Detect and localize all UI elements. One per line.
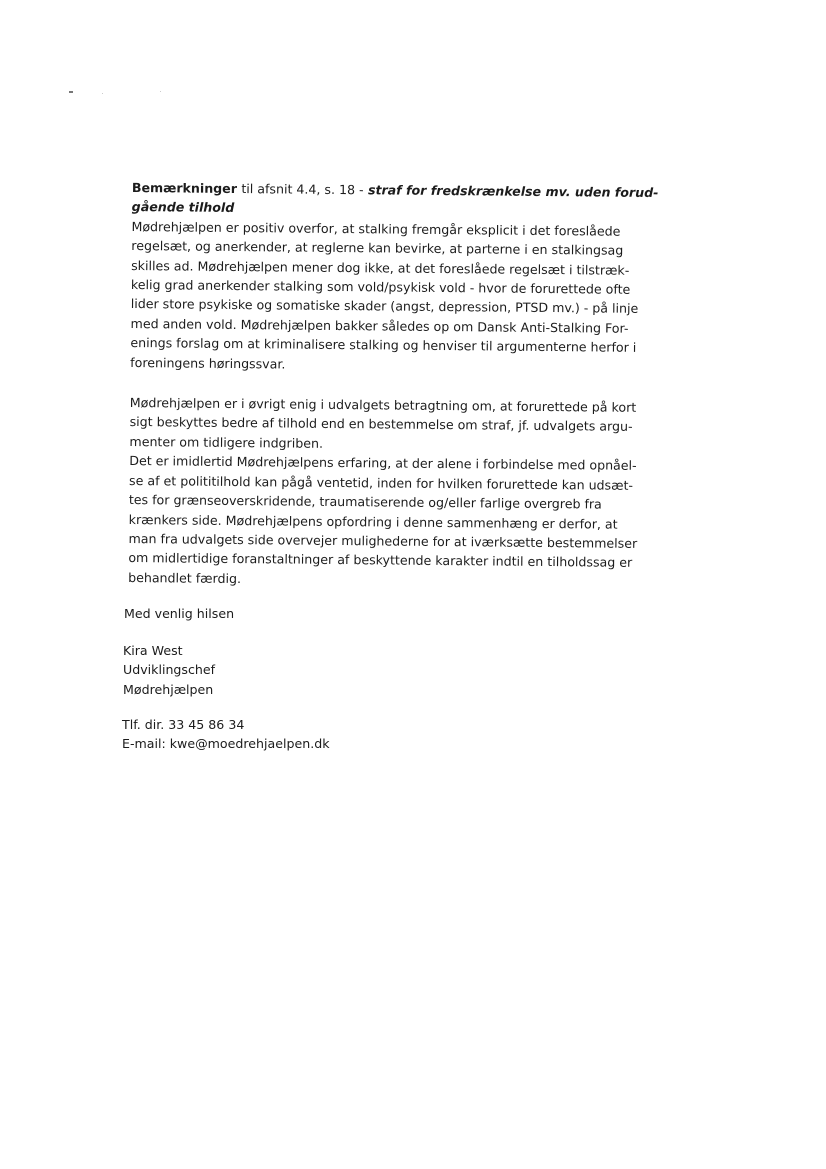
sender-block xyxy=(123,641,623,699)
sender-role: Udviklingschef xyxy=(123,662,216,678)
scan-speck xyxy=(160,91,161,92)
paragraph-line: se af et polititilhold kan pågå ventetid, inden for hvilken forurettede kan udsæt- xyxy=(129,472,634,493)
sender-name: Kira West xyxy=(123,643,183,658)
email-line: E-mail: kwe@moedrehjaelpen.dk xyxy=(122,736,330,752)
letter-body xyxy=(128,178,659,592)
paragraph-line: skilles ad. Mødrehjælpen mener dog ikke, at det foreslåede regelsæt i tilstræk- xyxy=(131,257,630,278)
heading-title: straf for fredskrænkelse mv. uden forud- xyxy=(367,182,659,201)
signoff: Med venlig hilsen xyxy=(124,606,235,621)
heading-reference: til afsnit 4.4, s. 18 - xyxy=(241,181,364,198)
paragraph-line: man fra udvalgets side overvejer mulighederne for at iværksætte bestemmelser xyxy=(128,530,638,551)
section-heading-continued: gående tilhold xyxy=(131,199,235,216)
paragraph-line: om midlertidige foranstaltninger af beskyttende karakter indtil en tilholdssag er xyxy=(128,550,633,571)
paragraph-line: krænkers side. Mødrehjælpens opfordring i denne sammenhæng er derfor, at xyxy=(128,511,618,532)
paragraph-line: Det er imidlertid Mødrehjælpens erfaring, at der alene i forbindelse med opnåel- xyxy=(129,453,637,474)
paragraph-line: tes for grænseoverskridende, traumatiserende og/eller farlige overgreb fra xyxy=(128,492,602,512)
paragraph-line: foreningens høringssvar. xyxy=(130,354,286,372)
sender-organization: Mødrehjælpen xyxy=(123,681,214,697)
paragraph-line: enings forslag om at kriminalisere stalking og henviser til argumenterne herfor i xyxy=(130,335,637,356)
paragraph-1 xyxy=(130,217,639,377)
contact-block xyxy=(122,715,622,754)
scan-speck xyxy=(102,93,103,94)
heading-lead: Bemærkninger xyxy=(131,179,238,197)
paragraph-line: sigt beskyttes bedre af tilhold end en bestemmelse om straf, jf. udvalgets argu- xyxy=(129,414,633,435)
paragraph-line: regelsæt, og anerkender, at reglerne kan bevirke, at parterne i en stalkingsag xyxy=(131,238,624,258)
paragraph-line: Mødrehjælpen er positiv overfor, at stalking fremgår eksplicit i det foreslåede xyxy=(131,218,621,239)
paragraph-line: behandlet færdig. xyxy=(128,569,242,586)
paragraph-line: med anden vold. Mødrehjælpen bakker således op om Dansk Anti-Stalking For- xyxy=(130,315,629,336)
phone-line: Tlf. dir. 33 45 86 34 xyxy=(122,717,245,732)
paragraph-line: Mødrehjælpen er i øvrigt enig i udvalgets betragtning om, at forurettede på kort xyxy=(129,395,637,415)
paragraph-2 xyxy=(129,393,637,456)
scan-speck xyxy=(69,91,73,93)
paragraph-3 xyxy=(128,451,638,592)
paragraph-line: lider store psykiske og somatiske skader (angst, depression, PTSD mv.) - på linje xyxy=(130,296,639,317)
paragraph-line: kelig grad anerkender stalking som vold/psykisk vold - hvor de forurettede ofte xyxy=(130,277,631,297)
paragraph-line: menter om tidligere indgriben. xyxy=(129,433,324,451)
